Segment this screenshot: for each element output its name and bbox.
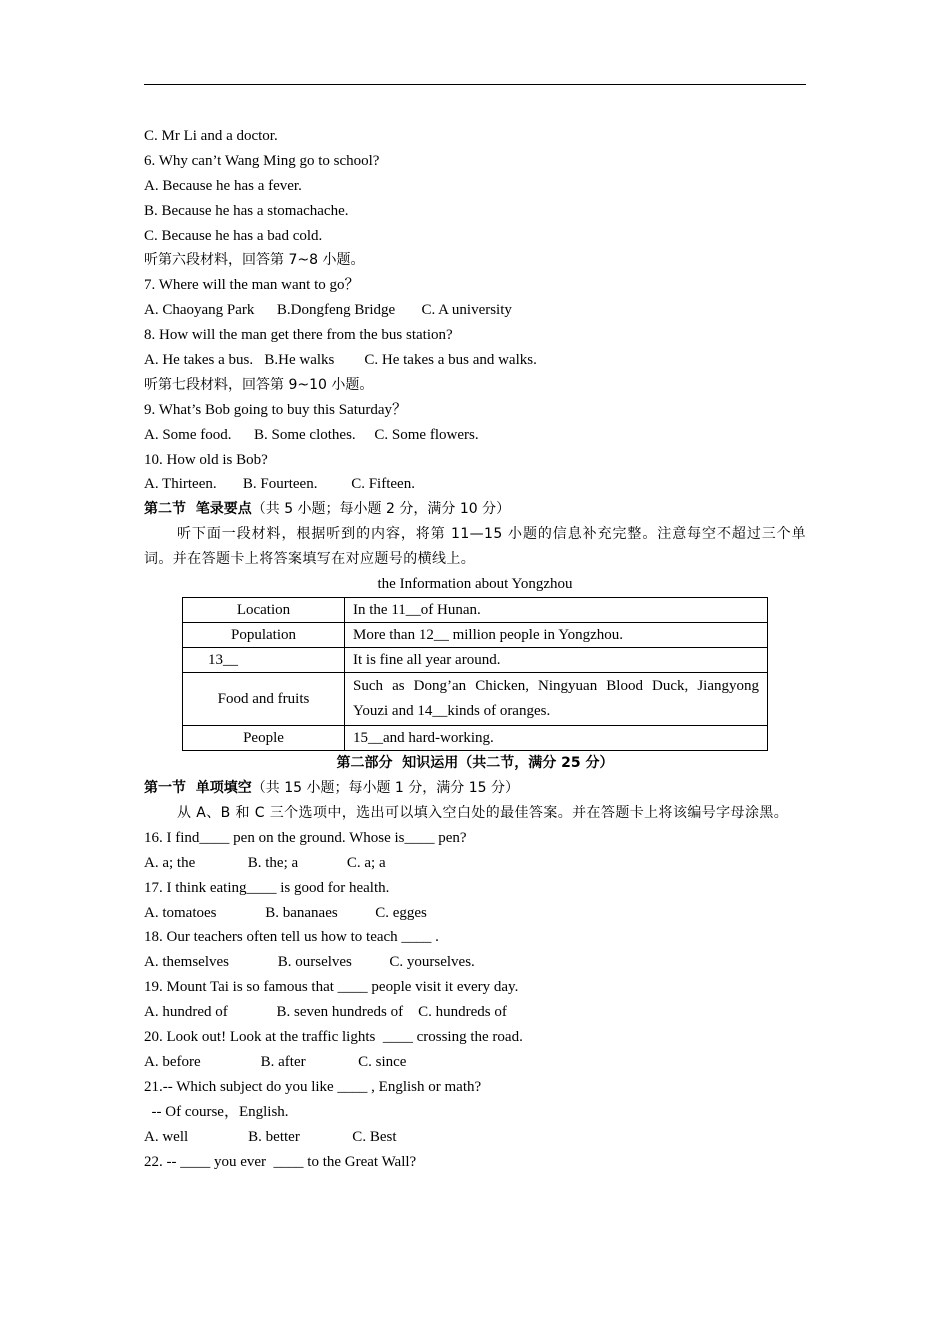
question-10-options: A. Thirteen. B. Fourteen. C. Fifteen. [144,476,415,493]
table-key: Food and fruits [183,673,345,726]
table-value: 15__and hard-working. [345,726,768,751]
question-9-options: A. Some food. B. Some clothes. C. Some flowers. [144,426,479,443]
part-2-title-text: 第二部分 知识运用（共二节，满分 25 分） [336,755,614,772]
header-rule [144,84,806,85]
table-value: Such as Dong’an Chicken, Ningyuan Blood Duck, Jiangyong Youzi and 14__kinds of oranges. [345,673,768,726]
question-8: 8. How will the man get there from the bus station? [144,327,453,344]
exam-content [144,124,806,1174]
table-row [183,623,768,648]
option-line: B. Because he has a stomachache. [144,202,349,219]
question-8-options: A. He takes a bus. B.He walks C. He takes a bus and walks. [144,352,537,369]
section-1-note: （共 15 小题；每小题 1 分，满分 15 分） [251,780,519,797]
table-value: In the 11__of Hunan. [345,598,768,623]
table-value: More than 12__ million people in Yongzhou. [345,623,768,648]
option-line: A. Because he has a fever. [144,177,302,194]
section-1-heading [144,776,806,801]
section-1-title: 第一节 单项填空 [144,780,252,797]
question-19: 19. Mount Tai is so famous that ____ people visit it every day. [144,979,519,996]
table-row [183,726,768,751]
table-key: Population [183,623,345,648]
question-16: 16. I find____ pen on the ground. Whose is____ pen? [144,829,467,846]
question-18-options: A. themselves B. ourselves C. yourselves. [144,954,475,971]
question-7-options: A. Chaoyang Park B.Dongfeng Bridge C. A university [144,302,512,319]
table-row [183,598,768,623]
table-key: Location [183,598,345,623]
listen-instruction-6: 听第六段材料，回答第 7~8 小题。 [144,252,365,269]
question-19-options: A. hundred of B. seven hundreds of C. hundreds of [144,1004,507,1021]
section-2-note: （共 5 小题；每小题 2 分，满分 10 分） [251,501,511,518]
question-16-options: A. a; the B. the; a C. a; a [144,854,386,871]
table-caption: the Information about Yongzhou [377,576,573,593]
question-9: 9. What’s Bob going to buy this Saturday？ [144,401,408,418]
section-2-title: 第二节 笔录要点 [144,501,252,518]
listen-instruction-7: 听第七段材料，回答第 9~10 小题。 [144,376,374,393]
question-6: 6. Why can’t Wang Ming go to school? [144,152,380,169]
question-21: 21.-- Which subject do you like ____ , English or math? [144,1078,482,1095]
section-2-instruction: 听下面一段材料，根据听到的内容，将第 11—15 小题的信息补充完整。注意每空不超过三个单词。并在答题卡上将答案填写在对应题号的横线上。 [144,526,806,568]
option-line: C. Mr Li and a doctor. [144,128,278,144]
table-row [183,648,768,673]
question-20: 20. Look out! Look at the traffic lights ____ crossing the road. [144,1029,523,1046]
question-21-options: A. well B. better C. Best [144,1128,397,1145]
question-22: 22. -- ____ you ever ____ to the Great Wall? [144,1153,417,1170]
table-row [183,673,768,726]
question-20-options: A. before B. after C. since [144,1053,407,1070]
part-2-title [144,751,806,776]
question-17: 17. I think eating____ is good for health. [144,879,390,896]
question-18: 18. Our teachers often tell us how to teach ____ . [144,929,439,946]
table-key: 13__ [183,648,345,673]
question-21-answer: -- Of course，English. [144,1103,289,1120]
question-17-options: A. tomatoes B. bananaes C. egges [144,904,427,921]
section-2-heading [144,497,806,522]
section-1-instruction: 从 A、B 和 C 三个选项中，选出可以填入空白处的最佳答案。并在答题卡上将该编号字母涂黑。 [177,804,789,821]
table-key: People [183,726,345,751]
option-line: C. Because he has a bad cold. [144,227,323,244]
question-10: 10. How old is Bob? [144,451,268,468]
table-value: It is fine all year around. [345,648,768,673]
question-7: 7. Where will the man want to go？ [144,277,360,294]
info-table [182,597,768,751]
